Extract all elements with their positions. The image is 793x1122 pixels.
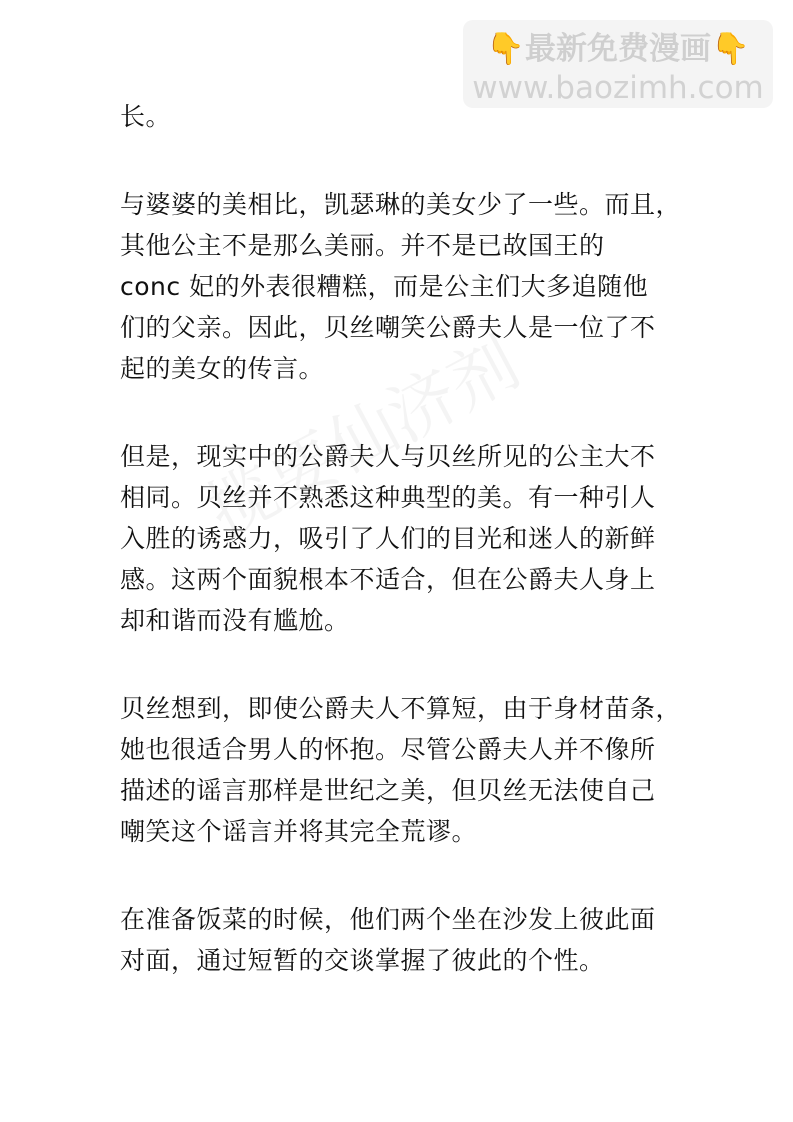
document-body bbox=[120, 96, 690, 1028]
watermark-url: www.baozimh.com bbox=[472, 70, 764, 106]
text-line: 其他公主不是那么美丽。并不是已故国王的 bbox=[120, 231, 605, 260]
text-line: 她也很适合男人的怀抱。尽管公爵夫人并不像所 bbox=[120, 735, 656, 764]
text-line: 入胜的诱惑力，吸引了人们的目光和迷人的新鲜 bbox=[120, 524, 656, 553]
text-line: 贝丝想到，即使公爵夫人不算短，由于身材苗条， bbox=[120, 694, 682, 723]
text-line: 但是，现实中的公爵夫人与贝丝所见的公主大不 bbox=[120, 442, 656, 471]
text-line: 相同。贝丝并不熟悉这种典型的美。有一种引人 bbox=[120, 483, 656, 512]
text-line: 与婆婆的美相比，凯瑟琳的美女少了一些。而且， bbox=[120, 190, 682, 219]
text-line: 嘲笑这个谣言并将其完全荒谬。 bbox=[120, 817, 478, 846]
watermark-title: 最新免费漫画 bbox=[525, 31, 711, 67]
pointing-down-icon: 👇 bbox=[486, 31, 525, 67]
text-line: 在准备饭菜的时候，他们两个坐在沙发上彼此面 bbox=[120, 905, 656, 934]
paragraph bbox=[120, 436, 690, 641]
text-line: 描述的谣言那样是世纪之美，但贝丝无法使自己 bbox=[120, 776, 656, 805]
paragraph bbox=[120, 688, 690, 852]
paragraph bbox=[120, 96, 690, 137]
watermark-title-line bbox=[463, 30, 773, 68]
text-line: 长。 bbox=[120, 102, 172, 131]
pointing-down-icon: 👇 bbox=[711, 31, 750, 67]
paragraph bbox=[120, 184, 690, 389]
text-line: 起的美女的传言。 bbox=[120, 354, 325, 383]
text-line: conc 妃的外表很糟糕，而是公主们大多追随他 bbox=[120, 272, 649, 301]
text-line: 们的父亲。因此，贝丝嘲笑公爵夫人是一位了不 bbox=[120, 313, 656, 342]
text-line: 感。这两个面貌根本不适合，但在公爵夫人身上 bbox=[120, 565, 656, 594]
text-line: 对面，通过短暂的交谈掌握了彼此的个性。 bbox=[120, 946, 605, 975]
text-line: 却和谐而没有尴尬。 bbox=[120, 606, 350, 635]
paragraph bbox=[120, 899, 690, 981]
watermark-badge bbox=[463, 20, 773, 108]
